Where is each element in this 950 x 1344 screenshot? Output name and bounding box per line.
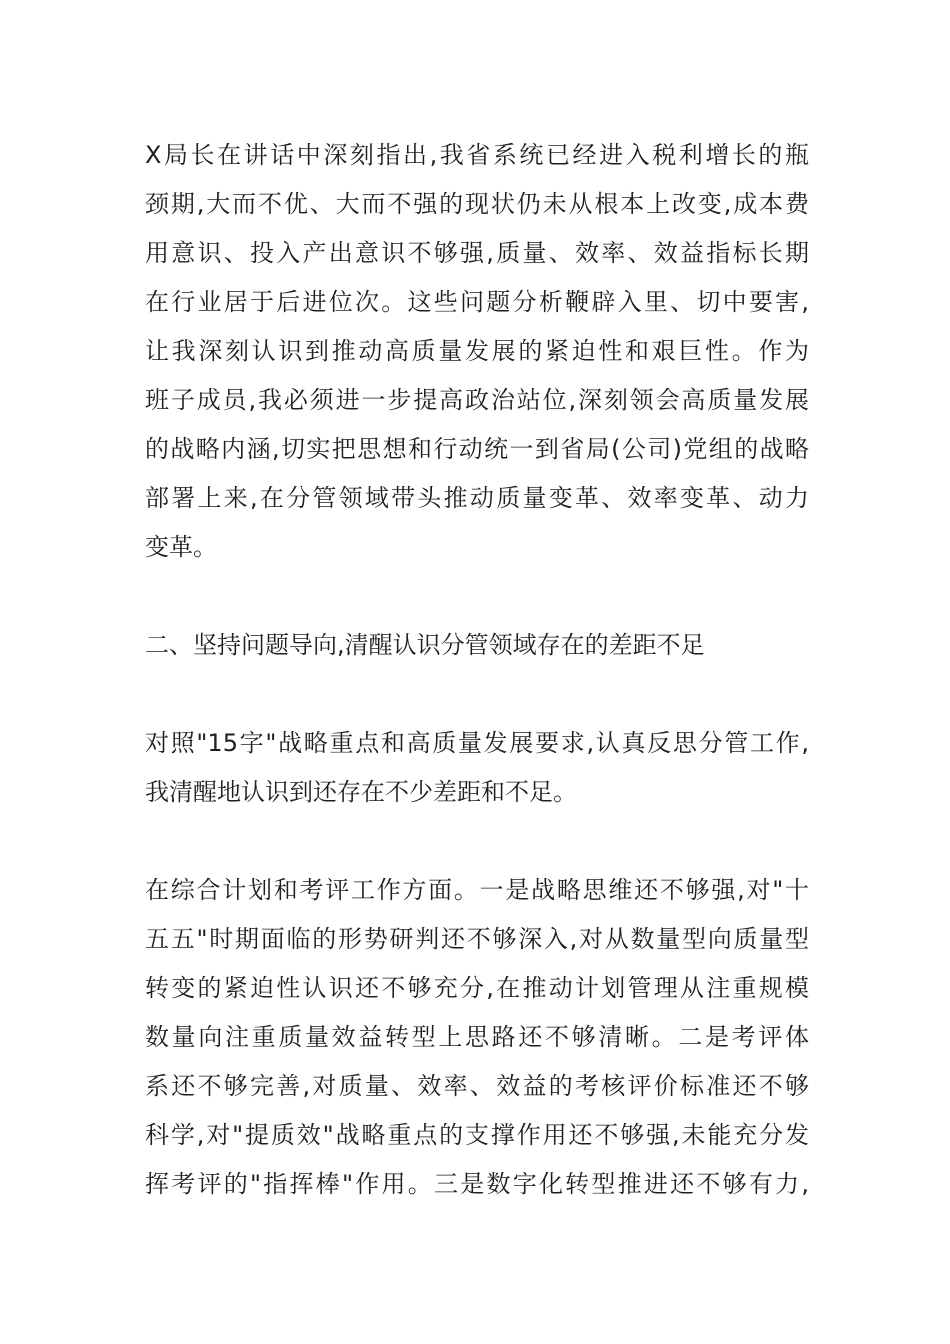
heading-text: 二、坚持问题导向,清醒认识分管领域存在的差距不足 [145,631,705,659]
text-line: 转变的紧迫性认识还不够充分,在推动计划管理从注重规模 [145,974,809,1002]
text-line: 科学,对"提质效"战略重点的支撑作用还不够强,未能充分发 [145,1121,809,1149]
text-line: 我清醒地认识到还存在不少差距和不足。 [145,778,577,806]
text-line: 班子成员,我必须进一步提高政治站位,深刻领会高质量发展 [145,386,809,414]
document-page [145,131,809,1258]
text-line: 数量向注重质量效益转型上思路还不够清晰。二是考评体 [145,1023,809,1051]
text-line: 让我深刻认识到推动高质量发展的紧迫性和艰巨性。作为 [145,337,809,365]
text-line: 部署上来,在分管领域带头推动质量变革、效率变革、动力 [145,484,809,512]
paragraph-planning-evaluation [145,866,809,1209]
section-heading [145,621,809,670]
text-line: 挥考评的"指挥棒"作用。三是数字化转型推进还不够有力, [145,1170,809,1198]
text-line: 对照"15字"战略重点和高质量发展要求,认真反思分管工作, [145,729,809,757]
text-line: 的战略内涵,切实把思想和行动统一到省局(公司)党组的战略 [145,435,809,463]
text-line: 在行业居于后进位次。这些问题分析鞭辟入里、切中要害, [145,288,809,316]
paragraph-reflection [145,719,809,817]
text-line: 变革。 [145,533,217,561]
text-line: X局长在讲话中深刻指出,我省系统已经进入税利增长的瓶 [145,141,809,169]
text-line: 系还不够完善,对质量、效率、效益的考核评价标准还不够 [145,1072,809,1100]
text-line: 颈期,大而不优、大而不强的现状仍未从根本上改变,成本费 [145,190,809,218]
text-line: 五五"时期面临的形势研判还不够深入,对从数量型向质量型 [145,925,809,953]
paragraph-leadership-speech [145,131,809,572]
text-line: 在综合计划和考评工作方面。一是战略思维还不够强,对"十 [145,876,809,904]
text-line: 用意识、投入产出意识不够强,质量、效率、效益指标长期 [145,239,809,267]
